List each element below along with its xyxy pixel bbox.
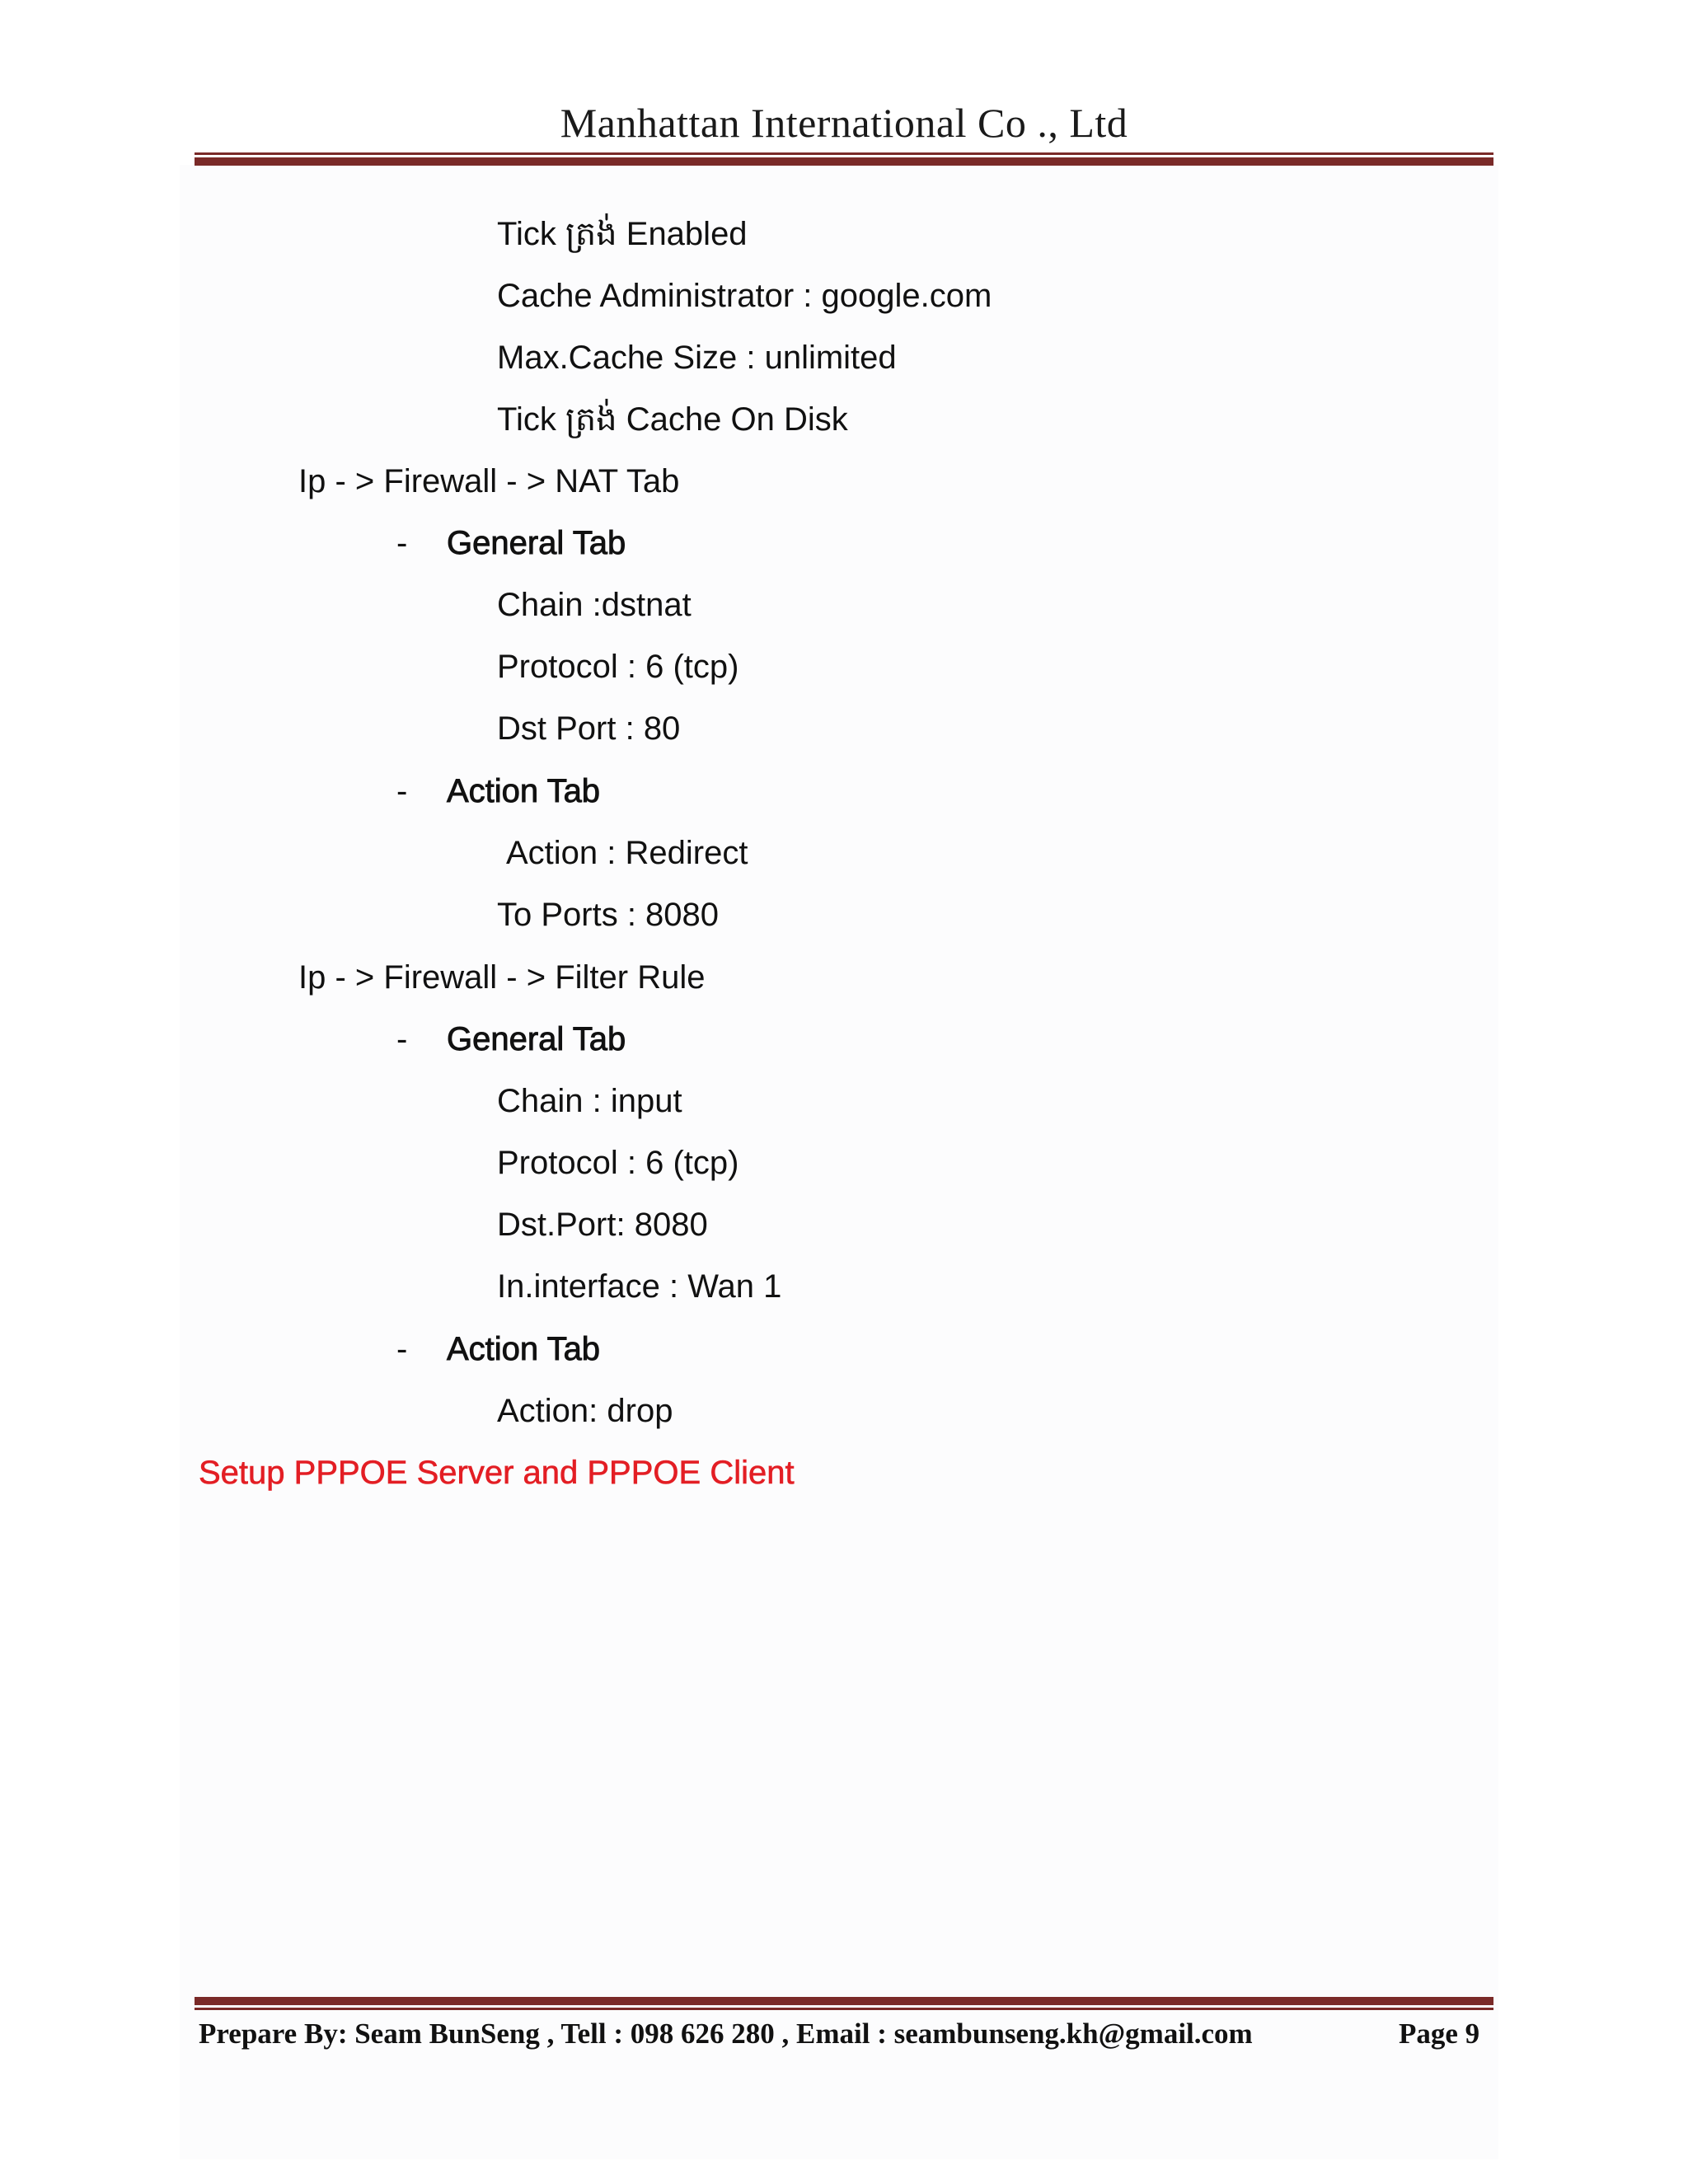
filter-in-interface: In.interface : Wan 1 — [497, 1268, 782, 1305]
filter-action-dash: - — [396, 1331, 408, 1367]
proxy-line-max-cache-size: Max.Cache Size : unlimited — [497, 340, 897, 376]
nat-path: Ip - > Firewall - > NAT Tab — [298, 463, 680, 499]
proxy-line-tick-enabled: Tick ត្រង់ Enabled — [497, 216, 748, 252]
nat-action: Action : Redirect — [506, 835, 748, 871]
header-rule-thick — [195, 157, 1493, 166]
nat-protocol: Protocol : 6 (tcp) — [497, 649, 739, 685]
footer-rule-thick — [195, 1997, 1493, 2005]
filter-action-tab-label: Action Tab — [447, 1331, 601, 1367]
filter-chain: Chain : input — [497, 1083, 682, 1119]
proxy-line-cache-administrator: Cache Administrator : google.com — [497, 278, 992, 314]
nat-chain: Chain :dstnat — [497, 587, 692, 623]
header-rule-thin — [195, 152, 1493, 155]
filter-dst-port: Dst.Port: 8080 — [497, 1207, 708, 1243]
footer-page-number: Page 9 — [1399, 2018, 1480, 2050]
page-header-title: Manhattan International Co ., Ltd — [560, 100, 1128, 146]
proxy-line-cache-on-disk: Tick ត្រង់ Cache On Disk — [497, 401, 848, 438]
section-heading-pppoe: Setup PPPOE Server and PPPOE Client — [199, 1455, 795, 1491]
nat-general-tab-label: General Tab — [447, 525, 626, 561]
filter-path: Ip - > Firewall - > Filter Rule — [298, 959, 706, 996]
filter-general-dash: - — [396, 1021, 408, 1057]
nat-action-dash: - — [396, 773, 408, 809]
nat-to-ports: To Ports : 8080 — [497, 897, 720, 933]
nat-action-tab-label: Action Tab — [447, 773, 601, 809]
filter-action: Action: drop — [497, 1393, 673, 1429]
nat-general-dash: - — [396, 525, 408, 561]
filter-general-tab-label: General Tab — [447, 1021, 626, 1057]
nat-dst-port: Dst Port : 80 — [497, 710, 681, 747]
filter-protocol: Protocol : 6 (tcp) — [497, 1145, 739, 1181]
footer-author-contact: Prepare By: Seam BunSeng , Tell : 098 626 280 , Email : seambunseng.kh@gmail.com — [199, 2018, 1253, 2050]
footer-rule-thin — [195, 2008, 1493, 2010]
